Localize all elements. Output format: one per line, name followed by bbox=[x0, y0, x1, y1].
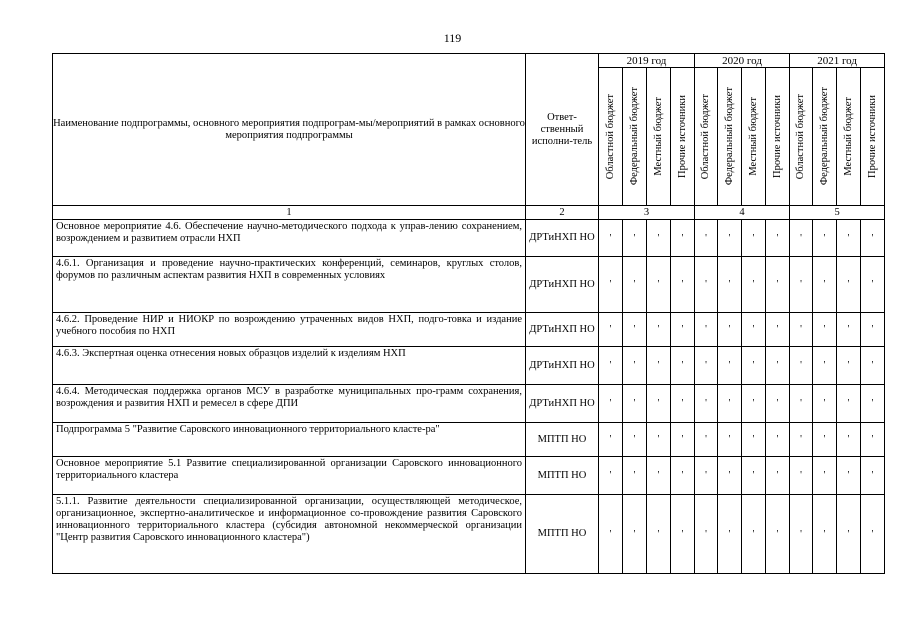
row-value: ' bbox=[813, 313, 837, 347]
row-value: ' bbox=[813, 495, 837, 574]
row-value: ' bbox=[718, 257, 742, 313]
row-value: ' bbox=[623, 313, 647, 347]
row-value: ' bbox=[837, 220, 861, 257]
row-name: Подпрограмма 5 "Развитие Саровского инновационного территориального класте-ра" bbox=[53, 423, 526, 457]
column-number: 1 bbox=[53, 206, 526, 220]
row-value: ' bbox=[790, 220, 813, 257]
row-value: ' bbox=[671, 257, 695, 313]
row-value: ' bbox=[671, 457, 695, 495]
row-value: ' bbox=[647, 385, 671, 423]
row-value: ' bbox=[861, 220, 885, 257]
row-value: ' bbox=[742, 385, 766, 423]
header-source: Прочие источники bbox=[671, 68, 695, 206]
column-number: 2 bbox=[526, 206, 599, 220]
row-value: ' bbox=[695, 313, 718, 347]
row-value: ' bbox=[623, 385, 647, 423]
row-value: ' bbox=[813, 457, 837, 495]
row-value: ' bbox=[718, 457, 742, 495]
row-value: ' bbox=[861, 385, 885, 423]
row-value: ' bbox=[695, 385, 718, 423]
row-value: ' bbox=[790, 457, 813, 495]
row-responsible: ДРТиНХП НО bbox=[526, 313, 599, 347]
row-value: ' bbox=[671, 313, 695, 347]
header-source: Федеральный бюджет bbox=[813, 68, 837, 206]
table-row bbox=[53, 457, 885, 495]
row-value: ' bbox=[742, 423, 766, 457]
row-value: ' bbox=[695, 423, 718, 457]
row-value: ' bbox=[671, 220, 695, 257]
header-source: Федеральный бюджет bbox=[718, 68, 742, 206]
row-name: Основное мероприятие 5.1 Развитие специализированной организации Саровского инновационного территориального кластера bbox=[53, 457, 526, 495]
row-value: ' bbox=[790, 385, 813, 423]
row-value: ' bbox=[695, 347, 718, 385]
row-value: ' bbox=[813, 385, 837, 423]
row-value: ' bbox=[647, 347, 671, 385]
row-value: ' bbox=[623, 347, 647, 385]
column-number: 4 bbox=[695, 206, 790, 220]
row-value: ' bbox=[718, 347, 742, 385]
header-year-2020: 2020 год bbox=[695, 54, 790, 68]
row-name: 4.6.4. Методическая поддержка органов МСУ в разработке муниципальных про-грамм сохранения, возрождения и развития НХП и ремесел в сфере ДПИ bbox=[53, 385, 526, 423]
header-source: Прочие источники bbox=[861, 68, 885, 206]
row-value: ' bbox=[647, 257, 671, 313]
row-value: ' bbox=[599, 220, 623, 257]
row-value: ' bbox=[742, 257, 766, 313]
row-value: ' bbox=[837, 385, 861, 423]
table-row bbox=[53, 423, 885, 457]
row-value: ' bbox=[837, 457, 861, 495]
row-value: ' bbox=[837, 313, 861, 347]
row-value: ' bbox=[695, 220, 718, 257]
header-responsible-column: Ответ-ственный исполни-тель bbox=[526, 54, 599, 206]
row-value: ' bbox=[718, 313, 742, 347]
row-value: ' bbox=[718, 385, 742, 423]
header-source: Областной бюджет bbox=[695, 68, 718, 206]
row-value: ' bbox=[766, 385, 790, 423]
row-value: ' bbox=[647, 495, 671, 574]
row-value: ' bbox=[790, 495, 813, 574]
row-name: 4.6.3. Экспертная оценка отнесения новых образцов изделий к изделиям НХП bbox=[53, 347, 526, 385]
column-number-row bbox=[53, 206, 885, 220]
header-name-column: Наименование подпрограммы, основного мероприятия подпрограм-мы/мероприятий в рамках основного мероприятия подпрограммы bbox=[53, 54, 526, 206]
row-value: ' bbox=[599, 313, 623, 347]
row-value: ' bbox=[790, 347, 813, 385]
row-name: Основное мероприятие 4.6. Обеспечение научно-методического подхода к управ-лению сохранением, возрождением и развитием отрасли НХП bbox=[53, 220, 526, 257]
row-value: ' bbox=[623, 220, 647, 257]
row-value: ' bbox=[695, 257, 718, 313]
row-value: ' bbox=[599, 257, 623, 313]
row-value: ' bbox=[861, 257, 885, 313]
row-value: ' bbox=[647, 457, 671, 495]
row-name: 4.6.1. Организация и проведение научно-практических конференций, семинаров, круглых столов, форумов по различным аспектам развития НХП в современных условиях bbox=[53, 257, 526, 313]
row-responsible: ДРТиНХП НО bbox=[526, 220, 599, 257]
row-value: ' bbox=[623, 457, 647, 495]
row-value: ' bbox=[623, 257, 647, 313]
table-row bbox=[53, 385, 885, 423]
header-source: Прочие источники bbox=[766, 68, 790, 206]
row-responsible: ДРТиНХП НО bbox=[526, 385, 599, 423]
table-row bbox=[53, 220, 885, 257]
row-value: ' bbox=[671, 347, 695, 385]
header-source: Федеральный бюджет bbox=[623, 68, 647, 206]
header-year-2021: 2021 год bbox=[790, 54, 885, 68]
row-name: 4.6.2. Проведение НИР и НИОКР по возрождению утраченных видов НХП, подго-товка и издание учебного пособия по НХП bbox=[53, 313, 526, 347]
row-value: ' bbox=[671, 423, 695, 457]
row-value: ' bbox=[766, 220, 790, 257]
page-number: 119 bbox=[443, 31, 462, 45]
row-value: ' bbox=[766, 457, 790, 495]
row-value: ' bbox=[695, 495, 718, 574]
header-source: Местный бюджет bbox=[647, 68, 671, 206]
header-source: Местный бюджет bbox=[742, 68, 766, 206]
row-value: ' bbox=[766, 257, 790, 313]
row-value: ' bbox=[813, 347, 837, 385]
row-responsible: МПТП НО bbox=[526, 423, 599, 457]
row-value: ' bbox=[599, 457, 623, 495]
budget-table bbox=[52, 53, 885, 574]
row-value: ' bbox=[623, 423, 647, 457]
row-value: ' bbox=[647, 313, 671, 347]
row-value: ' bbox=[718, 220, 742, 257]
row-responsible: МПТП НО bbox=[526, 457, 599, 495]
row-value: ' bbox=[861, 495, 885, 574]
header-source: Областной бюджет bbox=[790, 68, 813, 206]
header-source: Областной бюджет bbox=[599, 68, 623, 206]
row-value: ' bbox=[837, 423, 861, 457]
table-row bbox=[53, 495, 885, 574]
row-value: ' bbox=[718, 495, 742, 574]
row-value: ' bbox=[599, 347, 623, 385]
row-value: ' bbox=[766, 495, 790, 574]
row-value: ' bbox=[742, 457, 766, 495]
row-value: ' bbox=[790, 423, 813, 457]
row-value: ' bbox=[647, 423, 671, 457]
row-value: ' bbox=[766, 313, 790, 347]
table-row bbox=[53, 257, 885, 313]
row-value: ' bbox=[813, 220, 837, 257]
row-value: ' bbox=[861, 423, 885, 457]
column-number: 3 bbox=[599, 206, 695, 220]
header-year-2019: 2019 год bbox=[599, 54, 695, 68]
row-value: ' bbox=[861, 347, 885, 385]
row-value: ' bbox=[695, 457, 718, 495]
row-value: ' bbox=[861, 313, 885, 347]
row-name: 5.1.1. Развитие деятельности специализированной организации, осуществляющей методическое, организационное, экспертно-аналитическое и информационное со-провождение развития Саровского инновационного территориального кластера (субсидия автономной некоммерческой организации "Центр развития Саровского инновационного кластера") bbox=[53, 495, 526, 574]
row-responsible: МПТП НО bbox=[526, 495, 599, 574]
row-value: ' bbox=[599, 385, 623, 423]
row-value: ' bbox=[813, 257, 837, 313]
row-value: ' bbox=[742, 220, 766, 257]
row-value: ' bbox=[671, 495, 695, 574]
row-value: ' bbox=[790, 313, 813, 347]
table-row bbox=[53, 313, 885, 347]
row-value: ' bbox=[837, 347, 861, 385]
row-value: ' bbox=[790, 257, 813, 313]
row-value: ' bbox=[813, 423, 837, 457]
row-value: ' bbox=[623, 495, 647, 574]
row-value: ' bbox=[742, 495, 766, 574]
row-value: ' bbox=[599, 423, 623, 457]
row-value: ' bbox=[837, 495, 861, 574]
row-value: ' bbox=[766, 423, 790, 457]
column-number: 5 bbox=[790, 206, 885, 220]
row-value: ' bbox=[671, 385, 695, 423]
row-value: ' bbox=[837, 257, 861, 313]
row-responsible: ДРТиНХП НО bbox=[526, 257, 599, 313]
row-value: ' bbox=[599, 495, 623, 574]
row-value: ' bbox=[766, 347, 790, 385]
row-value: ' bbox=[742, 347, 766, 385]
header-source: Местный бюджет bbox=[837, 68, 861, 206]
row-responsible: ДРТиНХП НО bbox=[526, 347, 599, 385]
row-value: ' bbox=[718, 423, 742, 457]
row-value: ' bbox=[647, 220, 671, 257]
row-value: ' bbox=[861, 457, 885, 495]
row-value: ' bbox=[742, 313, 766, 347]
table-row bbox=[53, 347, 885, 385]
